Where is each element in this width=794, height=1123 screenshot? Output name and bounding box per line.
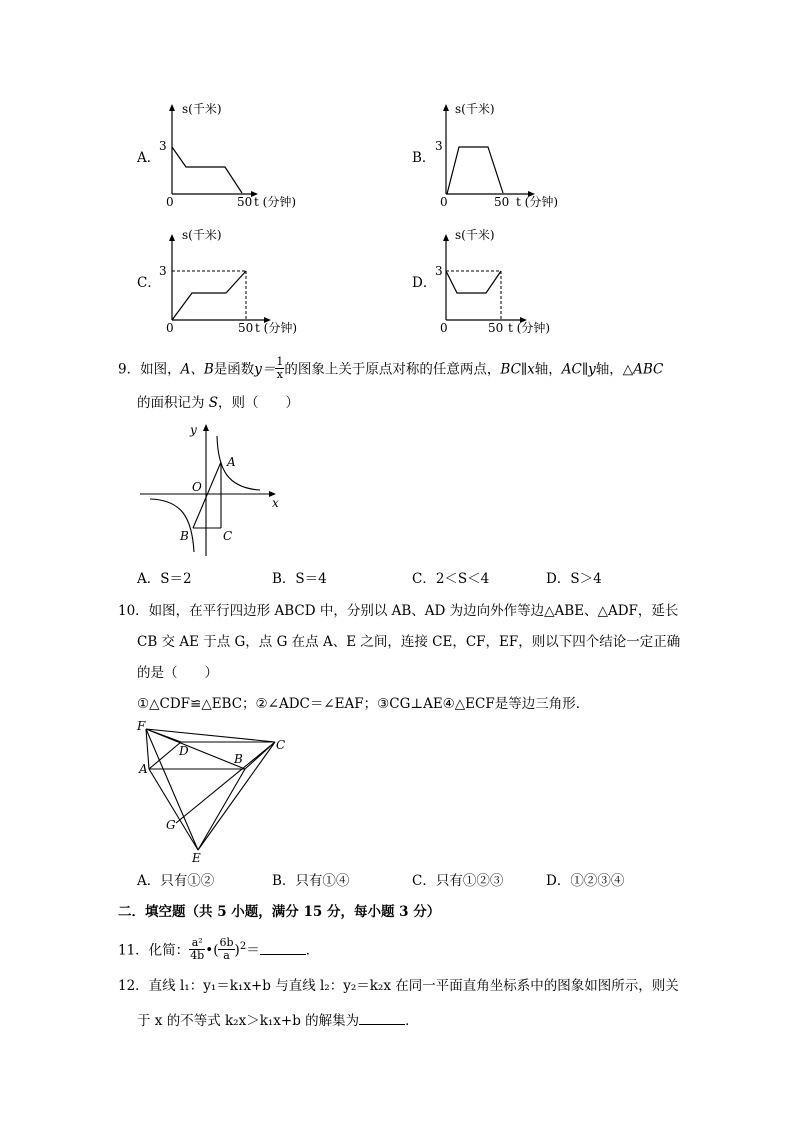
- option-label: D．: [412, 275, 437, 291]
- q9-option-c[interactable]: C．2＜S＜4: [412, 571, 490, 587]
- q12-line-2: 于 x 的不等式 k₂x＞k₁x+b 的解集为 ．: [137, 1013, 419, 1029]
- fig-label-O: O: [192, 480, 202, 494]
- y-tick-3: 3: [159, 264, 167, 278]
- x-tick-50: 50: [238, 321, 254, 335]
- option-label: C．: [137, 275, 161, 291]
- x-axis-label: t (分钟): [508, 321, 551, 335]
- option-label: B．: [412, 150, 436, 166]
- q10-option-a[interactable]: A．只有①②: [137, 873, 215, 889]
- q9-option-b[interactable]: B．S＝4: [272, 571, 327, 587]
- fig-label-x: x: [272, 496, 279, 510]
- x-axis-label: t (分钟): [255, 321, 298, 335]
- q10-line-3: 的是（ ）: [137, 665, 218, 681]
- fig-label-A: A: [227, 455, 236, 469]
- y-tick-3: 3: [435, 139, 443, 153]
- y-axis-label: s(千米): [455, 102, 495, 116]
- q9-line-2: 的面积记为 S，则（ ）: [137, 395, 300, 411]
- q12-line-1: 12．直线 l₁：y₁＝k₁x+b 与直线 l₂：y₂＝k₂x 在同一平面直角坐标系中的图象如图所示，则关: [118, 978, 679, 994]
- origin-label: 0: [166, 321, 174, 335]
- q9-line-1: 9．如图，A、B是函数y＝ $\frac{1}{x}$ 的图象上关于原点对称的任意两点，BC∥x轴，AC∥y轴，△ABC: [118, 355, 664, 381]
- x-tick-50: 50: [488, 321, 504, 335]
- x-tick-50: 50: [237, 195, 253, 209]
- fig-label-y: y: [190, 423, 197, 437]
- x-axis-label: t (分钟): [254, 195, 297, 209]
- q10-line-4: ①△CDF≌△EBC；②∠ADC＝∠EAF；③CG⊥AE④△ECF是等边三角形．: [137, 696, 590, 712]
- origin-label: 0: [440, 321, 448, 335]
- x-axis-label: t (分钟): [516, 195, 559, 209]
- x-tick-50: 50: [494, 195, 510, 209]
- q10-line-2: CB 交 AE 于点 G，点 G 在点 A、E 之间，连接 CE，CF，EF，则以下四个结论一定正确: [137, 634, 681, 650]
- answer-blank[interactable]: [359, 1012, 405, 1025]
- origin-label: 0: [440, 195, 448, 209]
- fraction-6b-over-a: $\frac{6b}{a}$: [219, 936, 234, 962]
- q10-option-d[interactable]: D．①②③④: [546, 873, 625, 889]
- q9-option-d[interactable]: D．S＞4: [546, 571, 602, 587]
- question-11: 11．化简： $\frac{\text{a²}}{4b}$ •( $\frac{6b}{a}$ )$^2$＝ ．: [118, 936, 320, 962]
- fig-label-A: A: [139, 762, 148, 776]
- option-label: A．: [137, 150, 161, 166]
- fig-label-B: B: [234, 752, 243, 766]
- fraction-1-over-x: $\frac{1}{x}$: [276, 355, 284, 381]
- q9-option-a[interactable]: A．S＝2: [137, 571, 192, 587]
- y-axis-label: s(千米): [455, 228, 495, 242]
- fig-label-E: E: [192, 851, 201, 865]
- fig-label-F: F: [137, 719, 146, 733]
- fig-label-B: B: [180, 529, 189, 543]
- fig-label-C: C: [223, 529, 233, 543]
- y-tick-3: 3: [159, 139, 167, 153]
- y-tick-3: 3: [435, 264, 443, 278]
- y-axis-label: s(千米): [182, 228, 222, 242]
- section-2-title: 二．填空题（共 5 小题，满分 15 分，每小题 3 分）: [118, 904, 441, 920]
- fig-label-C: C: [276, 738, 286, 752]
- fraction-a2-over-4b: $\frac{\text{a²}}{4b}$: [190, 936, 205, 962]
- q10-option-b[interactable]: B．只有①④: [272, 873, 350, 889]
- fig-label-D: D: [179, 744, 189, 758]
- q10-line-1: 10．如图，在平行四边形 ABCD 中，分别以 AB、AD 为边向外作等边△ABE、△ADF，延长: [118, 603, 679, 619]
- answer-blank[interactable]: [260, 942, 306, 955]
- fig-label-G: G: [166, 818, 176, 832]
- q10-option-c[interactable]: C．只有①②③: [412, 873, 504, 889]
- origin-label: 0: [166, 195, 174, 209]
- y-axis-label: s(千米): [182, 102, 222, 116]
